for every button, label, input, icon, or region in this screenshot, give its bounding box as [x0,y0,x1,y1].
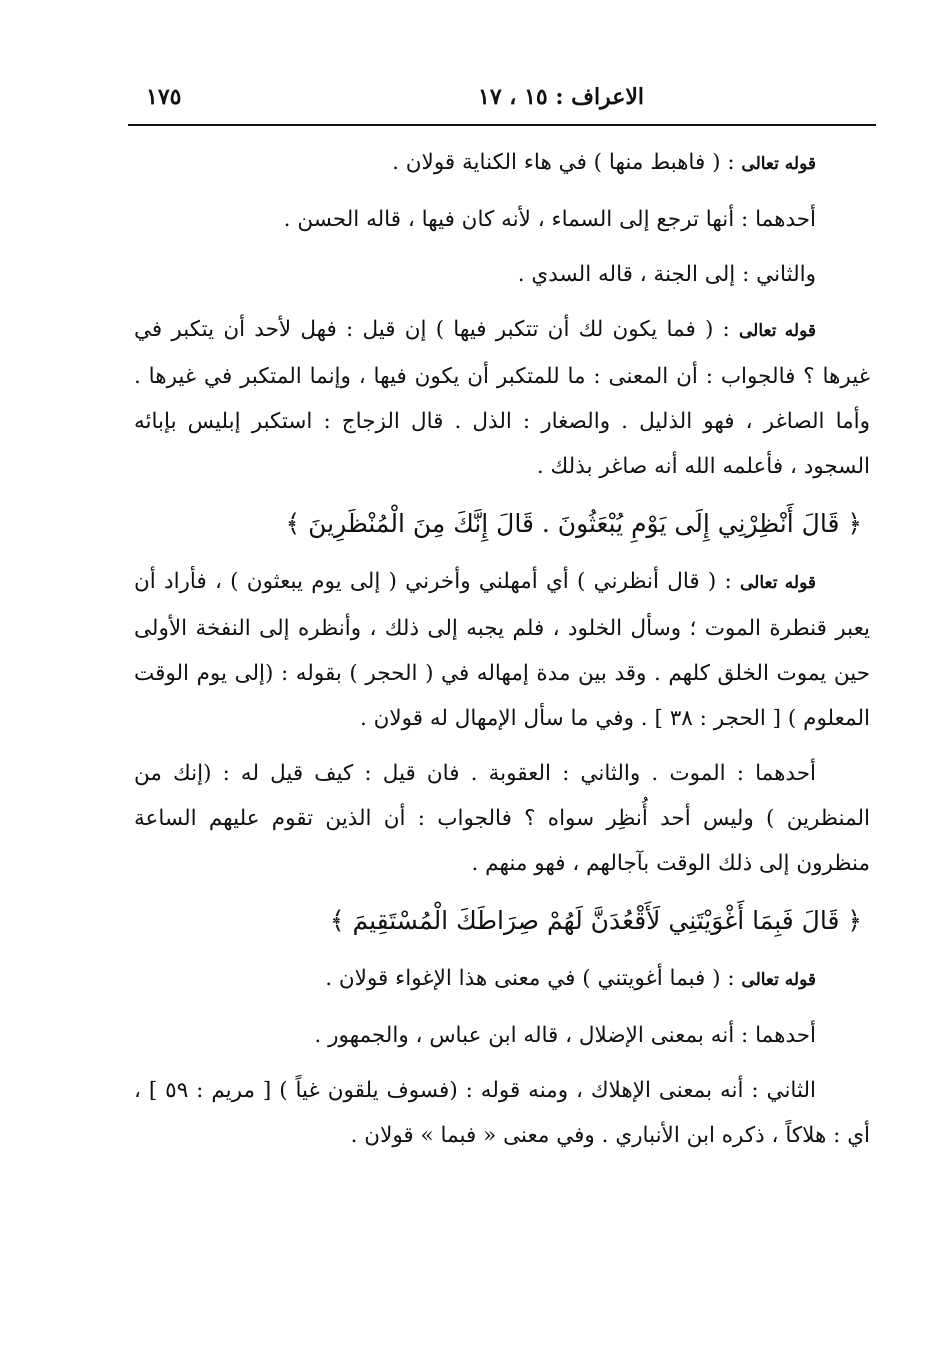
paragraph-text: : ( فما يكون لك أن تتكبر فيها ) إن قيل : فهل لأحد أن يتكبر في غيرها ؟ فالجواب : أن المعنى : ما للمتكبر أن يكون فيها ، وإنما المتكبر في غيرها . وأما الصاغر ، فهو الذليل . والصغار : الذل . قال الزجاج : استكبر إبليس بإبائه السجود ، فأعلمه الله أنه صاغر بذلك . [134,317,870,479]
paragraph-4 [134,307,870,489]
paragraph-7 [134,956,870,1003]
lead-label: قوله تعالى [739,321,816,341]
paragraph-1 [134,140,870,187]
paragraph-9 [134,1068,870,1158]
paragraph-text: الثاني : أنه بمعنى الإهلاك ، ومنه قوله : (فسوف يلقون غياً ) [ مريم : ٥٩ ] ، أي : هلاكاً ، ذكره ابن الأنباري . وفي معنى « فبما » قولان . [134,1078,870,1148]
lead-label: قوله تعالى [741,154,816,174]
running-title: الاعراف : ١٥ ، ١٧ [478,84,644,110]
paragraph-3 [134,252,870,297]
paragraph-text: : ( فبما أغويتني ) في معنى هذا الإغواء قولان . [325,966,735,991]
lead-label: قوله تعالى [740,573,816,593]
page-number: ١٧٥ [146,84,182,110]
paragraph-text: : ( قال أنظرني ) أي أمهلني وأخرني ( إلى يوم يبعثون ) ، فأراد أن يعبر قنطرة الموت ؛ وسأل الخلود ، فلم يجبه إلى ذلك ، وأنظره إلى النفخة الأولى حين يموت الخلق كلهم . وقد بين مدة إمهاله في ( الحجر ) بقوله : (إلى يوم الوقت المعلوم ) [ الحجر : ٣٨ ] . وفي ما سأل الإمهال له قولان . [134,569,870,731]
paragraph-5 [134,559,870,741]
paragraph-2 [134,197,870,242]
paragraph-text: والثاني : إلى الجنة ، قاله السدي . [517,262,816,287]
page-header [128,78,876,118]
paragraph-6 [134,751,870,886]
header-rule [128,124,876,126]
quran-verse-1: ﴿ قَالَ أَنْظِرْنِي إِلَى يَوْمِ يُبْعَثُونَ . قَالَ إِنَّكَ مِنَ الْمُنْظَرِينَ ﴾ [285,509,862,538]
lead-label: قوله تعالى [741,970,816,990]
paragraph-text: أحدهما : أنها ترجع إلى السماء ، لأنه كان فيها ، قاله الحسن . [283,207,816,232]
page-body [134,140,870,1168]
paragraph-text: أحدهما : أنه بمعنى الإضلال ، قاله ابن عباس ، والجمهور . [314,1023,816,1048]
paragraph-text: أحدهما : الموت . والثاني : العقوبة . فان قيل : كيف قيل له : (إنك من المنظرين ) وليس أحد أُنظِر سواه ؟ فالجواب : أن الذين تقوم عليهم الساعة منظرون إلى ذلك الوقت بآجالهم ، فهو منهم . [134,761,870,876]
paragraph-text: : ( فاهبط منها ) في هاء الكناية قولان . [392,150,735,175]
paragraph-8 [134,1013,870,1058]
quran-verse-2: ﴿ قَالَ فَبِمَا أَغْوَيْتَنِي لَأَقْعُدَنَّ لَهُمْ صِرَاطَكَ الْمُسْتَقِيمَ ﴾ [329,906,862,935]
